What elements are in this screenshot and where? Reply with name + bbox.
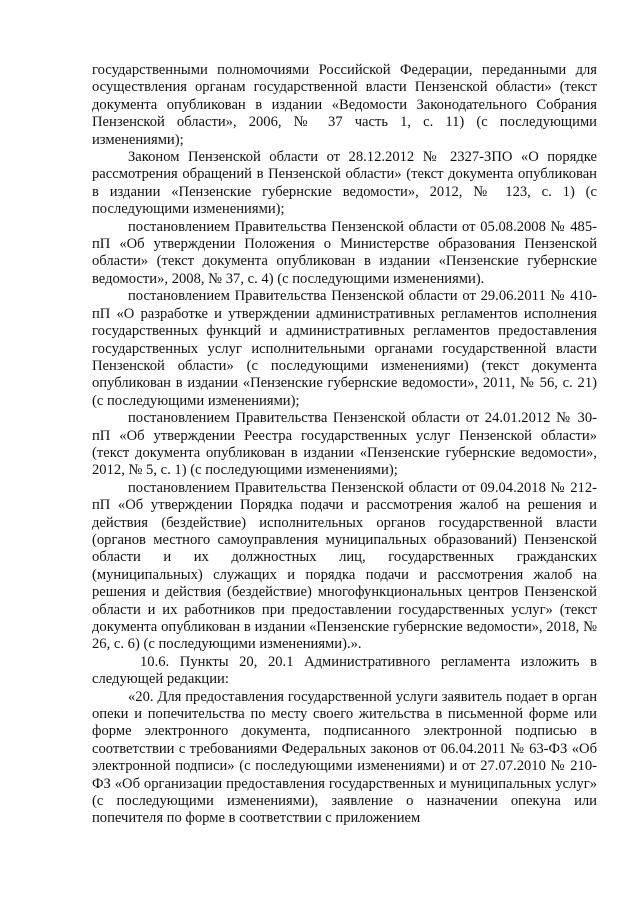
paragraph-law-continuation: государственными полномочиями Российской Федерации, переданными для осуществления органам государственной власти Пензенской области» (текст документа опубликован в издании «Ведомости Законодательного Собрания Пензенской области», 2006, № 37 часть 1, с. 11) (с последующими изменениями); xyxy=(92,62,597,148)
paragraph-resolution-410-pp: постановлением Правительства Пензенской области от 29.06.2011 № 410-пП «О разработке и утверждении административных регламентов исполнения государственных функций и административных регламентов предоставления государственных услуг исполнительными органами государственной власти Пензенской области» (с последующими изменениями) (текст документа опубликован в издании «Пензенские губернские ведомости», 2011, № 56, с. 21) (с последующими изменениями); xyxy=(92,288,597,409)
paragraph-resolution-485-pp: постановлением Правительства Пензенской области от 05.08.2008 № 485-пП «Об утверждении Положения о Министерстве образования Пензенской области» (текст документа опубликован в издании «Пензенские губернские ведомости», 2008, № 37, с. 4) (с последующими изменениями). xyxy=(92,218,597,287)
paragraph-item-20: «20. Для предоставления государственной услуги заявитель подает в орган опеки и попечительства по месту своего жительства в письменной форме или форме электронного документа, подписанного электронной подписью в соответствии с требованиями Федеральных законов от 06.04.2011 № 63-ФЗ «Об электронной подписи» (с последующими изменениями) и от 27.07.2010 № 210-ФЗ «Об организации предоставления государственных и муниципальных услуг» (с последующими изменениями), заявление о назначении опекуна или попечителя по форме в соответствии с приложением xyxy=(92,688,597,827)
paragraph-resolution-30-pp: постановлением Правительства Пензенской области от 24.01.2012 № 30-пП «Об утверждении Реестра государственных услуг Пензенской области» (текст документа опубликован в издании «Пензенские губернские ведомости», 2012, № 5, с. 1) (с последующими изменениями); xyxy=(92,410,597,479)
paragraph-law-2327-zpo: Законом Пензенской области от 28.12.2012 № 2327-ЗПО «О порядке рассмотрения обращений в Пензенской области» (текст документа опубликован в издании «Пензенские губернские ведомости», 2012, № 123, с. 1) (с последующими изменениями); xyxy=(92,149,597,218)
paragraph-resolution-212-pp: постановлением Правительства Пензенской области от 09.04.2018 № 212-пП «Об утверждении Порядка подачи и рассмотрения жалоб на решения и действия (бездействие) исполнительных органов государственной власти (органов местного самоуправления муниципальных образований) Пензенской области и их должностных лиц, государственных гражданских (муниципальных) служащих и порядка подачи и рассмотрения жалоб на решения и действия (бездействие) многофункциональных центров Пензенской области и их работников при предоставлении государственных услуг» (текст документа опубликован в издании «Пензенские губернские ведомости», 2018, № 26, с. 6) (с последующими изменениями).». xyxy=(92,479,597,653)
paragraph-item-10-6: 10.6. Пункты 20, 20.1 Административного регламента изложить в следующей редакции: xyxy=(92,653,597,688)
